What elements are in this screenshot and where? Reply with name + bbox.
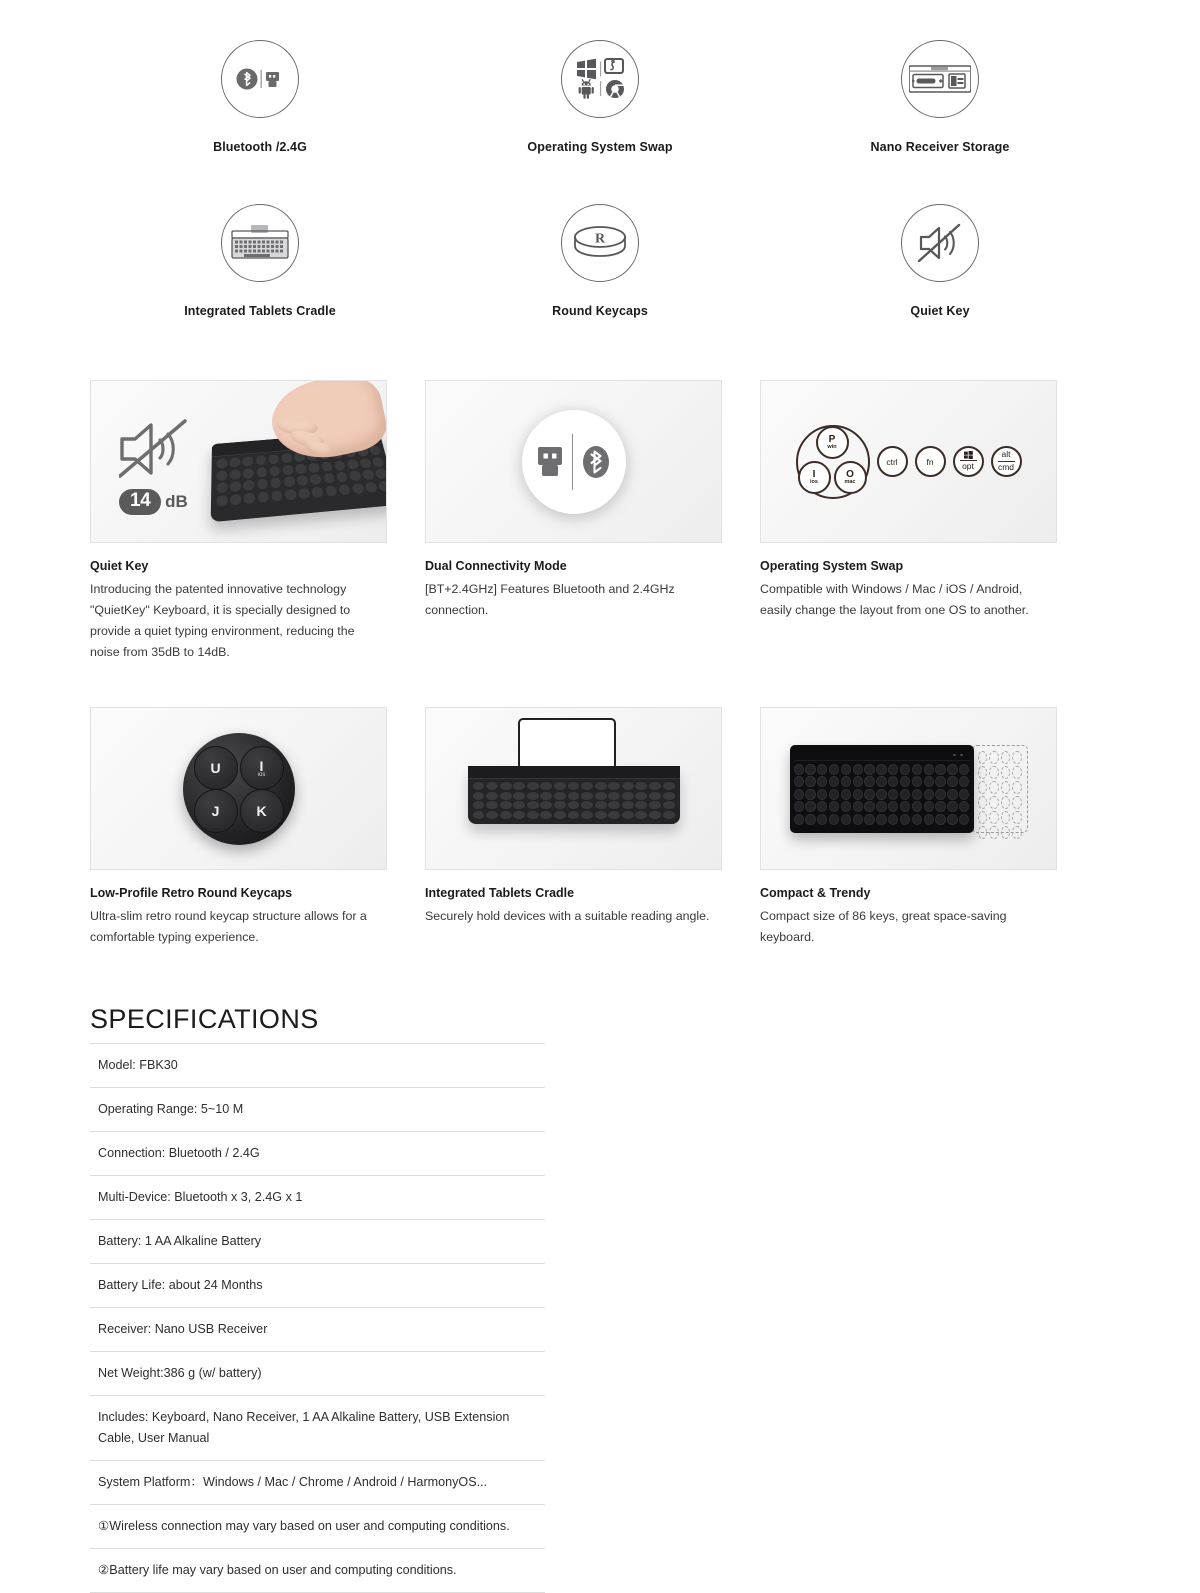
feature-icon-os-swap (430, 40, 770, 154)
feature-card-row-2 (0, 707, 1200, 948)
feature-icon-round-keycaps (430, 204, 770, 318)
usb-dongle-icon (534, 445, 566, 479)
keycap-disc (183, 733, 295, 845)
spec-row: Receiver: Nano USB Receiver (90, 1308, 545, 1352)
card-description: Securely hold devices with a suitable reading angle. (425, 909, 710, 923)
keyboard-cradle-icon (221, 204, 299, 282)
divider (572, 434, 574, 490)
spec-row: Operating Range: 5~10 M (90, 1088, 545, 1132)
feature-icon-grid-row2 (0, 154, 1200, 318)
noise-level-value: 14 (119, 489, 161, 515)
feature-icon-nano-storage (770, 40, 1110, 154)
feature-icon-label: Quiet Key (910, 304, 970, 318)
mute-speaker-icon (901, 204, 979, 282)
card-description: [BT+2.4GHz] Features Bluetooth and 2.4GHz connection. (425, 582, 675, 617)
numpad-ghost-outline (972, 745, 1028, 833)
noise-level-unit: dB (165, 492, 188, 511)
feature-card-retro-keycaps (90, 707, 387, 948)
feature-icon-label: Round Keycaps (552, 304, 648, 318)
quiet-key-photo (90, 380, 387, 543)
keycap-win: P win (816, 426, 849, 459)
retro-key-k: K (240, 789, 284, 833)
tablet-cradle-photo (425, 707, 722, 870)
spec-row: ②Battery life may vary based on user and computing conditions. (90, 1549, 545, 1593)
keycap-ios: I ios (798, 461, 831, 494)
nano-receiver-slot-icon (901, 40, 979, 118)
spec-row: System Platform：Windows / Mac / Chrome / Android / HarmonyOS... (90, 1461, 545, 1505)
feature-card-compact (760, 707, 1057, 948)
dual-connectivity-graphic (425, 380, 722, 543)
feature-icon-grid (0, 0, 1200, 154)
svg-text:R: R (594, 231, 606, 247)
feature-icon-tablet-cradle (90, 204, 430, 318)
retro-key-u: U (194, 746, 238, 790)
cradle-illustration (468, 766, 680, 824)
card-description: Ultra-slim retro round keycap structure allows for a comfortable typing experience. (90, 909, 367, 944)
feature-card-quiet-key (90, 380, 387, 663)
card-title: Compact & Trendy (760, 886, 871, 900)
specifications-section (0, 1004, 1200, 1593)
card-title: Integrated Tablets Cradle (425, 886, 575, 900)
dual-mode-badge (522, 410, 626, 514)
os-swap-keycaps-graphic (760, 380, 1057, 543)
keyboard-top-bar (794, 749, 970, 761)
keycap-closeup (183, 733, 295, 845)
specifications-heading: SPECIFICATIONS (90, 1004, 319, 1034)
windows-icon (964, 451, 973, 459)
spec-row: Battery: 1 AA Alkaline Battery (90, 1220, 545, 1264)
card-title: Operating System Swap (760, 559, 904, 573)
feature-icon-label: Bluetooth /2.4G (213, 140, 307, 154)
retro-key-i: I ios (240, 746, 284, 790)
keycap-alt-cmd: alt cmd (991, 446, 1022, 477)
compact-keyboard-photo (760, 707, 1057, 870)
feature-icon-bluetooth (90, 40, 430, 154)
keyboard-keys (473, 782, 675, 820)
os-quadrant-icon (561, 40, 639, 118)
feature-card-dual-connectivity (425, 380, 722, 663)
card-title: Quiet Key (90, 559, 149, 573)
mute-speaker-graphic (119, 419, 193, 479)
keyboard-keys (794, 764, 970, 825)
feature-card-row-1 (0, 380, 1200, 663)
spec-row: Includes: Keyboard, Nano Receiver, 1 AA Alkaline Battery, USB Extension Cable, User Manual (90, 1396, 545, 1461)
card-description: Compact size of 86 keys, great space-saving keyboard. (760, 909, 1007, 944)
spec-row: ①Wireless connection may vary based on user and computing conditions. (90, 1505, 545, 1549)
keycap-ctrl: ctrl (877, 446, 908, 477)
compact-illustration (790, 745, 1028, 833)
keyboard-body (790, 745, 974, 833)
feature-card-os-swap (760, 380, 1057, 663)
feature-icon-label: Integrated Tablets Cradle (184, 304, 336, 318)
spec-row: Net Weight:386 g (w/ battery) (90, 1352, 545, 1396)
keyboard-body (468, 766, 680, 824)
phone-in-cradle (518, 718, 616, 770)
card-title: Low-Profile Retro Round Keycaps (90, 886, 293, 900)
spec-row: Multi-Device: Bluetooth x 3, 2.4G x 1 (90, 1176, 545, 1220)
retro-keycaps-photo (90, 707, 387, 870)
specifications-table (90, 1043, 545, 1593)
keyboard-keys (216, 445, 387, 517)
card-title: Dual Connectivity Mode (425, 559, 567, 573)
feature-icon-label: Nano Receiver Storage (870, 140, 1010, 154)
round-keycap-icon (561, 204, 639, 282)
keycap-fn: fn (915, 446, 946, 477)
card-description: Compatible with Windows / Mac / iOS / Android, easily change the layout from one OS to another. (760, 582, 1029, 617)
feature-card-tablet-cradle (425, 707, 722, 948)
bluetooth-usb-icon (221, 40, 299, 118)
feature-icon-quiet-key (770, 204, 1110, 318)
spec-row: Model: FBK30 (90, 1044, 545, 1088)
keycap-opt: opt (953, 446, 984, 477)
card-description: Introducing the patented innovative technology "QuietKey" Keyboard, it is specially designed to provide a quiet typing environment, reducing the noise from 35dB to 14dB. (90, 582, 355, 659)
keycap-mac: O mac (834, 461, 867, 494)
keycap-row (796, 425, 1022, 499)
spec-row: Connection: Bluetooth / 2.4G (90, 1132, 545, 1176)
feature-icon-label: Operating System Swap (527, 140, 673, 154)
spec-row: Battery Life: about 24 Months (90, 1264, 545, 1308)
bluetooth-icon (579, 442, 613, 482)
noise-level-badge (119, 489, 188, 515)
retro-key-j: J (194, 789, 238, 833)
os-keycap-cluster (796, 425, 870, 499)
